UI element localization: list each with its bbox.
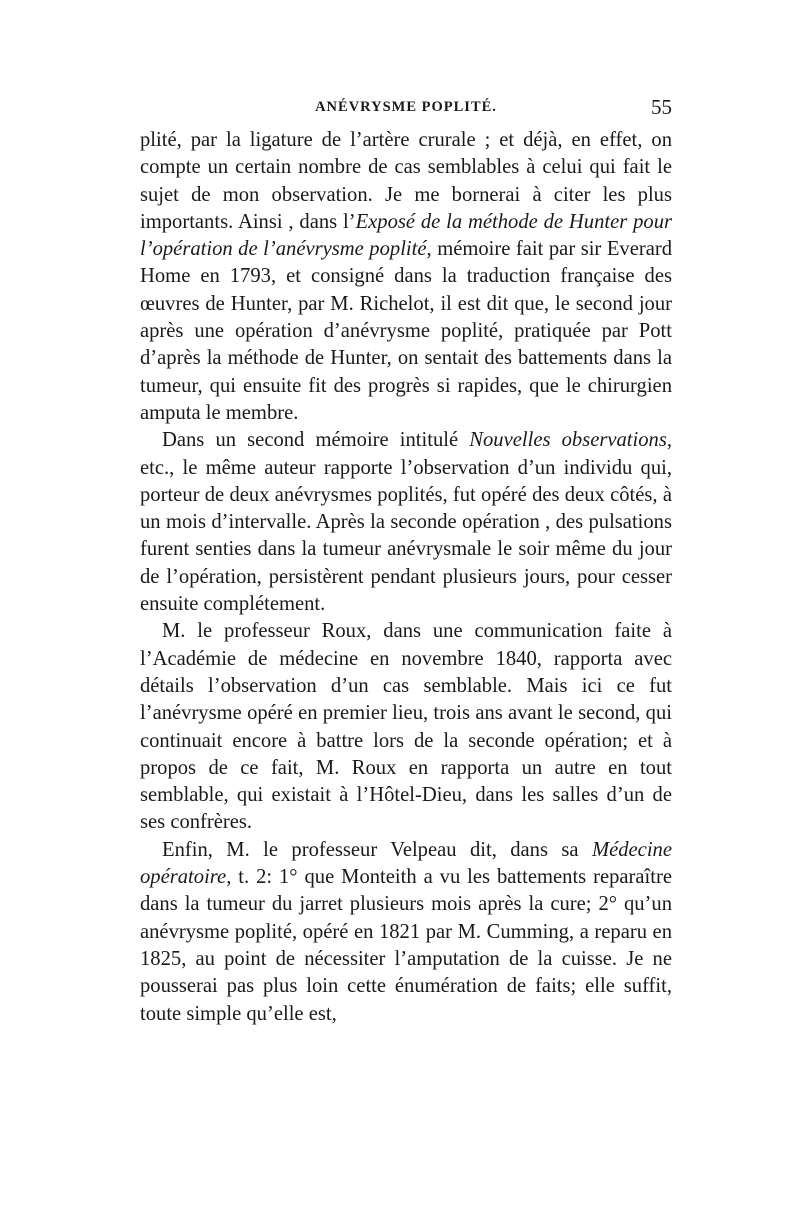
paragraph [140,427,672,618]
text-run: M. le professeur Roux, dans une communication faite à l’Académie de médecine en novembre 1840, rapporta avec détails l’observation d’un cas semblable. Mais ici ce fut l’anévrysme opéré en premier lieu, trois ans avant le second, qui continuait encore à battre lors de la seconde opération; et à propos de ce fait, M. Roux en rapporta un autre en tout semblable, qui existait à l’Hôtel-Dieu, dans les salles d’un de ses confrères. [140,620,672,834]
text-run: Dans un second mémoire intitulé [162,429,470,452]
italic-title: Exposé de la méthode de Hunter pour l’opération de l’anévrysme poplité [140,210,673,261]
text-run: , t. 2: 1° que Monteith a vu les battements reparaître dans la tumeur du jarret plusieurs mois après la cure; 2° qu’un anévrysme poplité, opéré en 1821 par M. Cumming, a reparu en 1825, au point de nécessiter l’amputation de la cuisse. Je ne pousserai pas plus loin cette énumération de faits; elle suffit, toute simple qu’elle est, [140,866,672,1025]
running-head: ANÉVRYSME POPLITÉ. [315,99,497,115]
paragraph [140,837,672,1028]
text-run: plité, par la ligature de l’artère crurale ; et déjà, en effet, on compte un certain nombre de cas semblables à celui qui fait le sujet de mon observation. Je me bornerai à citer les plus importants. Ainsi , dans l’ [140,129,672,233]
paragraph [140,618,672,836]
book-page [140,95,672,1028]
page-number: 55 [651,95,672,119]
text-run: , mémoire fait par sir Everard Home en 1793, et consigné dans la traduction française des œuvres de Hunter, par M. Richelot, il est dit que, le second jour après une opération d’anévrysme poplité, pratiquée par Pott d’après la méthode de Hunter, on sentait des battements dans la tumeur, qui ensuite fit des progrès si rapides, que le chirurgien amputa le membre. [140,238,672,424]
text-run: Enfin, M. le professeur Velpeau dit, dans sa [162,838,592,861]
page-header [140,95,672,123]
paragraph [140,127,672,427]
italic-title: Médecine opératoire [140,838,672,889]
italic-title: Nouvelles observations [469,429,667,452]
text-run: , etc., le même auteur rapporte l’observation d’un individu qui, porteur de deux anévrysmes poplités, fut opéré des deux côtés, à un mois d’intervalle. Après la seconde opération , des pulsations furent senties dans la tumeur anévrysmale le soir même du jour de l’opération, persistèrent pendant plusieurs jours, pour cesser ensuite complétement. [140,429,673,616]
